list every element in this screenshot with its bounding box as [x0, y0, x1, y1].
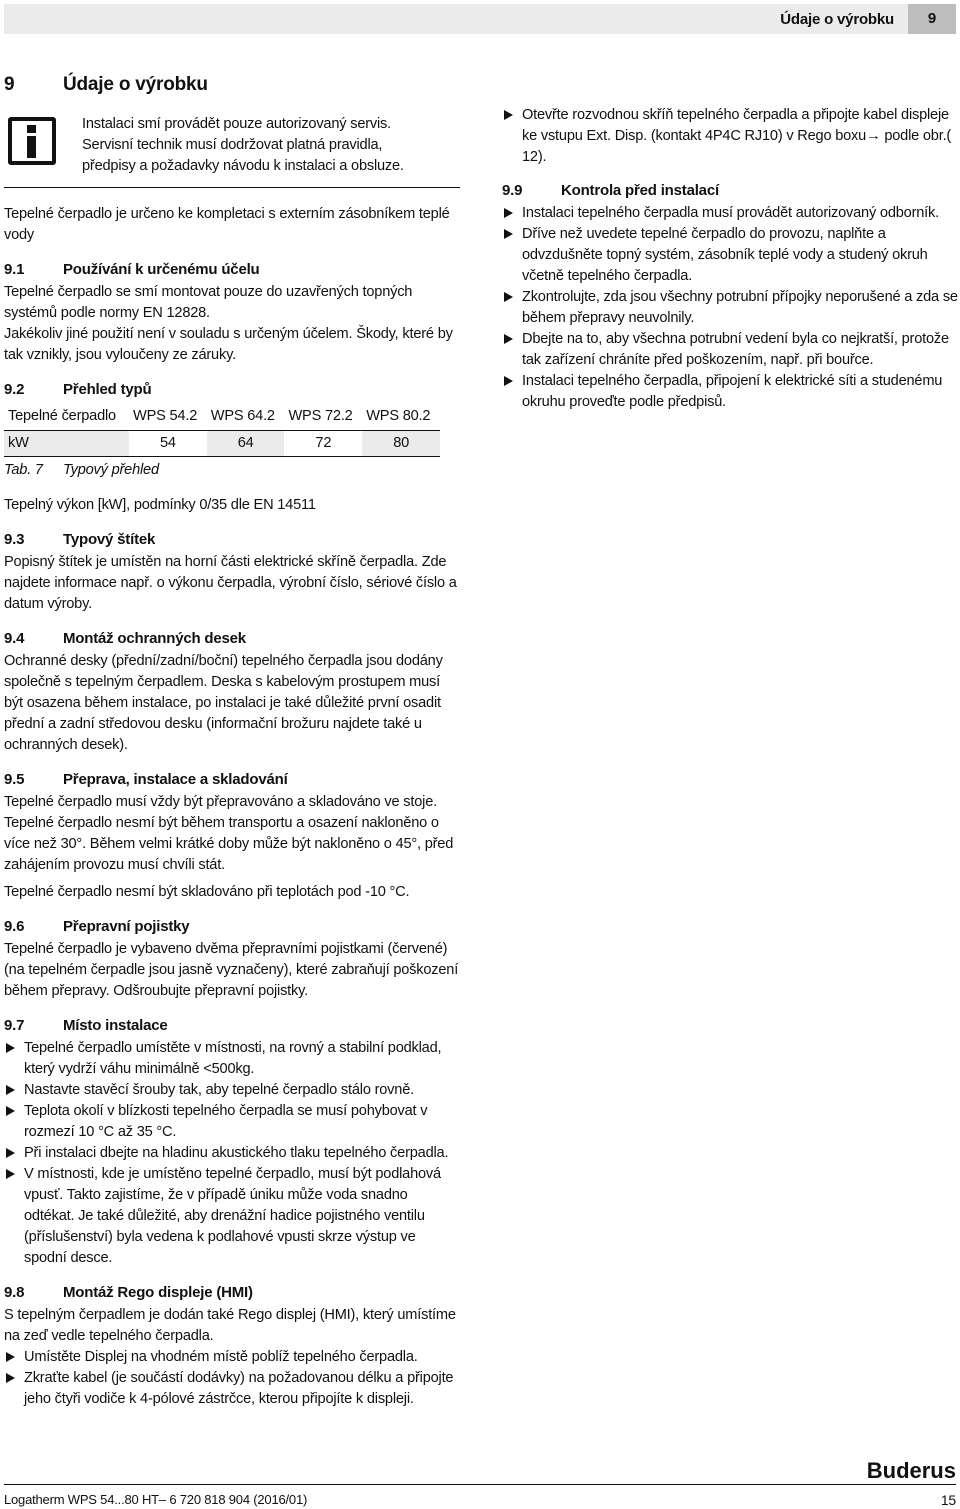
footer-divider	[4, 1484, 956, 1485]
list-item: Umístěte Displej na vhodném místě poblíž tepelného čerpadla.	[4, 1347, 460, 1368]
table-note: Tepelný výkon [kW], podmínky 0/35 dle EN 14511	[4, 496, 316, 513]
notice-line: Servisní technik musí dodržovat platná pravidla,	[82, 137, 383, 153]
paragraph: Tepelné čerpadlo je vybaveno dvěma přepravními pojistkami (červené) (na tepelném čerpadle jsou jasně vyznačeny), které zabraňují poškození během přepravy. Odšroubujte přepravní pojistky.	[4, 940, 459, 999]
header-title: Údaje o výrobku	[780, 11, 894, 28]
page-header	[4, 4, 956, 34]
header-page-num: 9	[908, 4, 956, 34]
table-header-cell: WPS 54.2	[129, 404, 207, 430]
notice-line: předpisy a požadavky návodu k instalaci a obsluze.	[82, 158, 404, 174]
list-item: Otevřte rozvodnou skříň tepelného čerpadla a připojte kabel displeje ke vstupu Ext. Disp. (kontakt 4P4C RJ10) v Rego boxu→ podle obr.( 12).	[502, 105, 958, 168]
heading-9-5: 9.5 Přeprava, instalace a skladování	[4, 770, 288, 788]
list-item: Dříve než uvedete tepelné čerpadlo do provozu, naplňte a odvzdušněte topný systém, zásobník teplé vody a studený okruh včetně tepelného čerpadla.	[502, 224, 958, 287]
bullet-list	[4, 1347, 460, 1410]
list-item: Při instalaci dbejte na hladinu akustického tlaku tepelného čerpadla.	[4, 1143, 460, 1164]
notice-text	[82, 114, 404, 177]
heading-9-7: 9.7 Místo instalace	[4, 1016, 168, 1034]
list-item: Instalaci tepelného čerpadla, připojení k elektrické síti a studenému okruhu proveďte podle předpisů.	[502, 371, 958, 413]
heading-9-6: 9.6 Přepravní pojistky	[4, 917, 190, 935]
heading-9-9: 9.9 Kontrola před instalací	[502, 182, 719, 199]
list-item: Nastavte stavěcí šrouby tak, aby tepelné čerpadlo stálo rovně.	[4, 1080, 460, 1101]
list-item: Dbejte na to, aby všechna potrubní vedení byla co nejkratší, protože tak zařízení chráníte před poškozením, např. při bouřce.	[502, 329, 958, 371]
heading-9-8: 9.8 Montáž Rego displeje (HMI)	[4, 1283, 253, 1301]
bullet-list	[502, 203, 958, 413]
table-cell: 72	[284, 430, 362, 456]
list-item: Zkontrolujte, zda jsou všechny potrubní přípojky neporušené a zda se během přepravy neuvolnily.	[502, 287, 958, 329]
heading-9-4: 9.4 Montáž ochranných desek	[4, 629, 246, 647]
info-icon	[8, 117, 56, 165]
table-row	[4, 430, 440, 456]
table-header-cell: WPS 80.2	[362, 404, 440, 430]
table-header-row	[4, 404, 440, 430]
table-header-cell: WPS 64.2	[207, 404, 285, 430]
paragraph: Jakékoliv jiné použití není v souladu s určeným účelem. Škody, které by tak vznikly, jsou vyloučeny ze záruky.	[4, 326, 453, 363]
list-item: Instalaci tepelného čerpadla musí provádět autorizovaný odborník.	[502, 203, 958, 224]
left-column	[4, 72, 460, 1410]
paragraph: S tepelným čerpadlem je dodán také Rego displej (HMI), který umístíme na zeď vedle tepelného čerpadla.	[4, 1306, 456, 1344]
bullet-list	[502, 105, 958, 168]
table-header-cell: Tepelné čerpadlo	[4, 404, 129, 430]
list-item: V místnosti, kde je umístěno tepelné čerpadlo, musí být podlahová vpusť. Takto zajistíme, že v případě úniku může voda snadno odtékat. Je také důležité, aby drenážní hadice pojistného ventilu (příslušenství) byla vedena k podlahové vpusti skrze výstup ve spodní desce.	[4, 1164, 460, 1269]
table-cell: 80	[362, 430, 440, 456]
footer-doc-id: Logatherm WPS 54...80 HT– 6 720 818 904 (2016/01)	[4, 1492, 308, 1507]
table-header-cell: WPS 72.2	[284, 404, 362, 430]
table-caption: Tab. 7 Typový přehled	[4, 461, 159, 478]
table-cell: kW	[4, 430, 129, 456]
right-column	[502, 105, 958, 413]
notice-line: Instalaci smí provádět pouze autorizovaný servis.	[82, 116, 391, 132]
heading-9-3: 9.3 Typový štítek	[4, 530, 156, 548]
list-item: Teplota okolí v blízkosti tepelného čerpadla se musí pohybovat v rozmezí 10 °C až 35 °C.	[4, 1101, 460, 1143]
paragraph: Tepelné čerpadlo nesmí být skladováno při teplotách pod -10 °C.	[4, 883, 410, 900]
heading-9-1: 9.1 Používání k určenému účelu	[4, 261, 260, 278]
heading-9-2: 9.2 Přehled typů	[4, 381, 152, 398]
list-item: Tepelné čerpadlo umístěte v místnosti, na rovný a stabilní podklad, který vydrží váhu minimálně <500kg.	[4, 1038, 460, 1080]
paragraph: Tepelné čerpadlo se smí montovat pouze do uzavřených topných systémů podle normy EN 12828.	[4, 284, 413, 321]
table-cell: 64	[207, 430, 285, 456]
section-number: 9	[4, 74, 15, 95]
section-title: Údaje o výrobku	[63, 74, 208, 95]
list-item: Zkraťte kabel (je součástí dodávky) na požadovanou délku a připojte jeho čtyři vodiče k 4-pólové zástrčce, kterou připojíte k displeji.	[4, 1368, 460, 1410]
page-number: 15	[940, 1492, 956, 1508]
section-heading	[4, 72, 460, 98]
brand-logo: Buderus	[866, 1458, 956, 1483]
types-table	[4, 404, 440, 457]
table-cell: 54	[129, 430, 207, 456]
paragraph: Ochranné desky (přední/zadní/boční) tepelného čerpadla jsou dodány společně s tepelným čerpadlem. Deska s kabelovým prostupem musí být osazena během instalace, po instalaci je také důležité první osadit přední a zadní středovou desku (informační brožuru najdete také u ochranných desek).	[4, 652, 443, 753]
info-notice	[4, 114, 460, 188]
paragraph: Tepelné čerpadlo musí vždy být přepravováno a skladováno ve stoje. Tepelné čerpadlo nesmí být během transportu a osazení nakloněno o více než 30°. Během velmi krátké doby může být nakloněno o 45°, před zahájením provozu musí chvíli stát.	[4, 793, 454, 873]
paragraph: Popisný štítek je umístěn na horní části elektrické skříně čerpadla. Zde najdete informace např. o výkonu čerpadla, výrobní číslo, sériové číslo a datum výroby.	[4, 553, 457, 612]
intro-paragraph: Tepelné čerpadlo je určeno ke kompletaci s externím zásobníkem teplé vody	[4, 206, 450, 243]
bullet-list	[4, 1038, 460, 1269]
